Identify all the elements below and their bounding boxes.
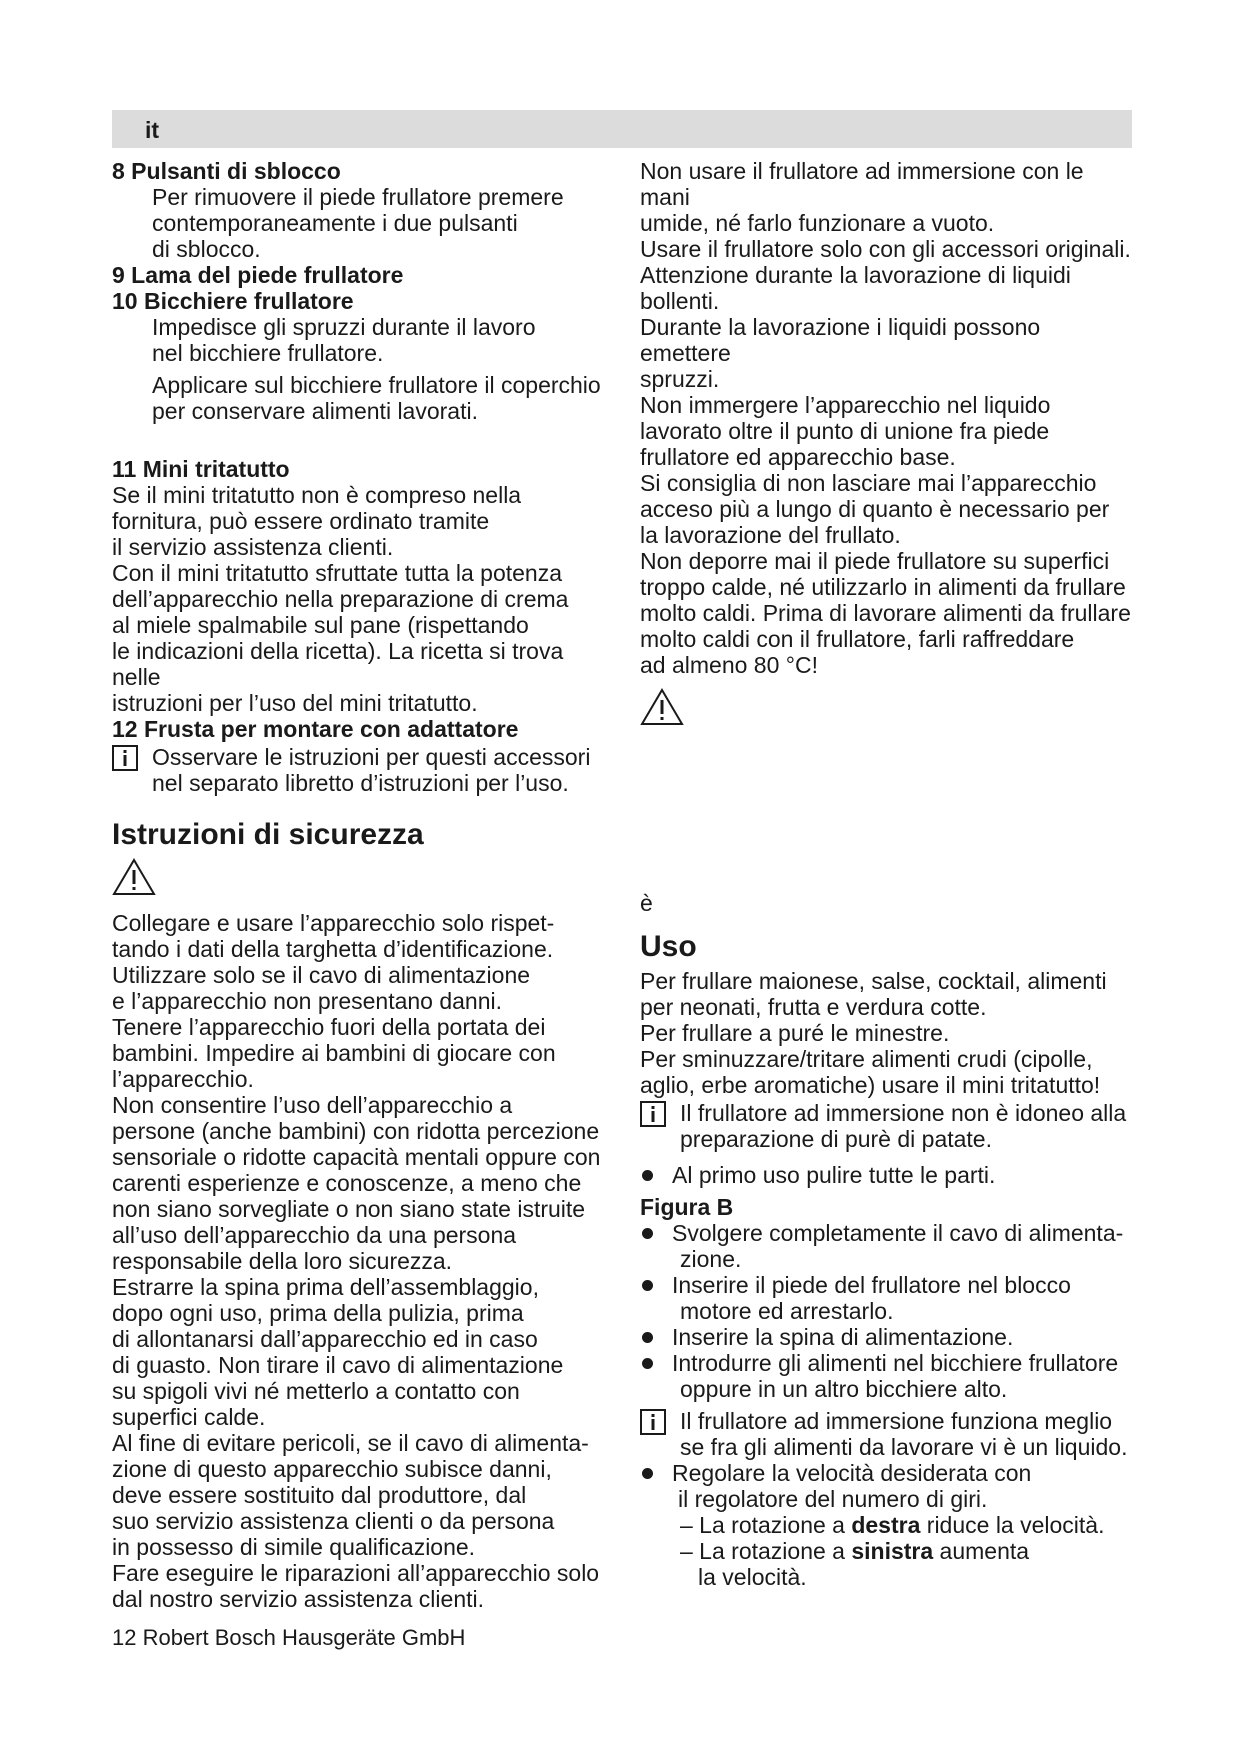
text-line: Estrarre la spina prima dell’assemblaggio, [112,1274,539,1300]
bullet-item [640,1350,1135,1402]
text-line: Per sminuzzare/tritare alimenti crudi (cipolle, [640,1046,1093,1072]
text-line: per neonati, frutta e verdura cotte. [640,994,987,1020]
text-line: oppure in un altro bicchiere alto. [680,1376,1008,1402]
text-line: le indicazioni della ricetta). La ricetta si trova nelle [112,638,564,690]
info-icon [640,1409,666,1435]
emphasis-right: destra [851,1512,921,1538]
text-line: Impedisce gli spruzzi durante il lavoro [152,314,536,340]
text-line: Al primo uso pulire tutte le parti. [672,1162,996,1188]
text-line: Applicare sul bicchiere frullatore il coperchio [152,372,601,398]
item-8-title: 8 Pulsanti di sblocco [112,158,341,184]
text-line: Durante la lavorazione i liquidi possono emettere [640,314,1041,366]
bullet-dot [642,1228,653,1239]
language-code: it [145,117,160,143]
text-line: non siano sorvegliate o non siano state istruite [112,1196,586,1222]
text-span: – La rotazione a [680,1512,852,1538]
text-line: istruzioni per l’uso del mini tritatutto. [112,690,478,716]
text-line: troppo calde, né utilizzarlo in alimenti da frullare [640,574,1126,600]
text-line: carenti esperienze e conoscenze, a meno che [112,1170,582,1196]
text-line: acceso più a lungo di quanto è necessario per [640,496,1110,522]
text-line: il servizio assistenza clienti. [112,534,394,560]
right-column [640,158,1135,1590]
text-line: al miele spalmabile sul pane (rispettando [112,612,529,638]
text-line: di guasto. Non tirare il cavo di alimentazione [112,1352,564,1378]
text-line: nel separato libretto d’istruzioni per l’uso. [152,770,569,796]
text-line: aglio, erbe aromatiche) usare il mini tritatutto! [640,1072,1101,1098]
dash-item-left [640,1538,1135,1564]
text-line: Il frullatore ad immersione funziona meglio [680,1408,1113,1434]
text-line: deve essere sostituito dal produttore, dal [112,1482,527,1508]
text-line: Inserire la spina di alimentazione. [672,1324,1014,1350]
text-line: l’apparecchio. [112,1066,254,1092]
text-line: ad almeno 80 °C! [640,652,818,678]
text-line: la velocità. [698,1564,807,1590]
item-9-title: 9 Lama del piede frullatore [112,262,404,288]
text-span: – La rotazione a [680,1538,852,1564]
text-line: contemporaneamente i due pulsanti [152,210,518,236]
text-line: Fare eseguire le riparazioni all’apparecchio solo [112,1560,600,1586]
text-line: Non deporre mai il piede frullatore su superfici [640,548,1110,574]
bullet-item [640,1272,1135,1324]
text-line: Il frullatore ad immersione non è idoneo alla [680,1100,1127,1126]
text-line: molto caldi con il frullatore, farli raffreddare [640,626,1075,652]
text-line: Introdurre gli alimenti nel bicchiere frullatore [672,1350,1119,1376]
text-line: zione. [680,1246,742,1272]
text-line: Inserire il piede del frullatore nel blocco [672,1272,1071,1298]
text-line: Non usare il frullatore ad immersione con le mani [640,158,1084,210]
text-line: Si consiglia di non lasciare mai l’apparecchio [640,470,1097,496]
text-line: suo servizio assistenza clienti o da persona [112,1508,555,1534]
text-span: riduce la velocità. [920,1512,1105,1538]
text-line: fornitura, può essere ordinato tramite [112,508,490,534]
text-line: umide, né farlo funzionare a vuoto. [640,210,995,236]
text-line: lavorato oltre il punto di unione fra piede [640,418,1050,444]
text-line: il regolatore del numero di giri. [678,1486,988,1512]
text-line: Se il mini tritatutto non è compreso nella [112,482,522,508]
item-11-desc [112,482,604,716]
text-line: Attenzione durante la lavorazione di liquidi [640,262,1071,288]
uso-intro [640,968,1135,1098]
item-11-title: 11 Mini tritatutto [112,456,290,482]
text-line: Per frullare a puré le minestre. [640,1020,950,1046]
text-line: superfici calde. [112,1404,266,1430]
text-line: su spigoli vivi né metterlo a contatto con [112,1378,520,1404]
bullet-item [640,1324,1135,1350]
item-8-desc [112,184,604,262]
info-icon [112,745,138,771]
emphasis-left: sinistra [851,1538,934,1564]
warning-icon [112,858,156,896]
text-line: Svolgere completamente il cavo di alimenta- [672,1220,1124,1246]
text-line: Tenere l’apparecchio fuori della portata dei [112,1014,546,1040]
text-line: in possesso di simile qualificazione. [112,1534,476,1560]
text-line: la lavorazione del frullato. [640,522,901,548]
text-line: di sblocco. [152,236,261,262]
text-line: se fra gli alimenti da lavorare vi è un liquido. [680,1434,1128,1460]
text-line: Non consentire l’uso dell’apparecchio a [112,1092,513,1118]
text-line: frullatore ed apparecchio base. [640,444,956,470]
text-line: all’uso dell’apparecchio da una persona [112,1222,517,1248]
item-10-desc [112,314,604,424]
text-line: dell’apparecchio nella preparazione di crema [112,586,569,612]
text-line: Utilizzare solo se il cavo di alimentazione [112,962,531,988]
text-span: aumenta [933,1538,1030,1564]
info-note [640,1100,1135,1152]
dash-item-right [640,1512,1135,1538]
text-line: dopo ogni uso, prima della pulizia, prima [112,1300,524,1326]
text-line: bollenti. [640,288,720,314]
text-line: Osservare le istruzioni per questi accessori [152,744,591,770]
bullet-dot [642,1332,653,1343]
bullet-dot [642,1280,653,1291]
text-line: Per frullare maionese, salse, cocktail, alimenti [640,968,1107,994]
item-12-title: 12 Frusta per montare con adattatore [112,716,519,742]
page-footer: 12 Robert Bosch Hausgeräte GmbH [112,1625,466,1650]
text-line: per conservare alimenti lavorati. [152,398,478,424]
text-line: bambini. Impedire ai bambini di giocare con [112,1040,556,1066]
language-header-bar [112,110,1132,148]
text-line: tando i dati della targhetta d’identificazione. [112,936,554,962]
bullet-item [640,1460,1135,1512]
text-line: Collegare e usare l’apparecchio solo rispet- [112,910,555,936]
text-line: Per rimuovere il piede frullatore premere [152,184,564,210]
safety-heading: Istruzioni di sicurezza [112,818,424,851]
stray-character: è [640,890,653,916]
text-line: Usare il frullatore solo con gli accessori originali. [640,236,1131,262]
item-10-title: 10 Bicchiere frullatore [112,288,354,314]
text-line: spruzzi. [640,366,720,392]
text-line: nel bicchiere frullatore. [152,340,384,366]
safety-text-continued [640,158,1135,678]
text-line: di allontanarsi dall’apparecchio ed in caso [112,1326,538,1352]
bullet-dot [642,1170,653,1181]
text-line: Regolare la velocità desiderata con [672,1460,1032,1486]
text-line: Al fine di evitare pericoli, se il cavo di alimenta- [112,1430,589,1456]
figure-label: Figura B [640,1194,734,1220]
info-note [112,744,604,796]
text-line: responsabile della loro sicurezza. [112,1248,453,1274]
bullet-dot [642,1468,653,1479]
bullet-dot [642,1358,653,1369]
left-column [112,158,604,1612]
safety-text [112,910,604,1612]
text-line: Con il mini tritatutto sfruttate tutta la potenza [112,560,563,586]
text-line: motore ed arrestarlo. [680,1298,894,1324]
text-line: Non immergere l’apparecchio nel liquido [640,392,1051,418]
text-line: dal nostro servizio assistenza clienti. [112,1586,484,1612]
text-line: e l’apparecchio non presentano danni. [112,988,503,1014]
info-icon [640,1101,666,1127]
text-line: molto caldi. Prima di lavorare alimenti da frullare [640,600,1131,626]
text-line: persone (anche bambini) con ridotta percezione [112,1118,600,1144]
info-note [640,1408,1135,1460]
text-line: sensoriale o ridotte capacità mentali oppure con [112,1144,601,1170]
warning-icon [640,688,684,726]
bullet-item [640,1220,1135,1272]
text-line: zione di questo apparecchio subisce danni, [112,1456,552,1482]
text-line: preparazione di purè di patate. [680,1126,992,1152]
bullet-item [640,1162,1135,1188]
uso-heading: Uso [640,930,697,963]
